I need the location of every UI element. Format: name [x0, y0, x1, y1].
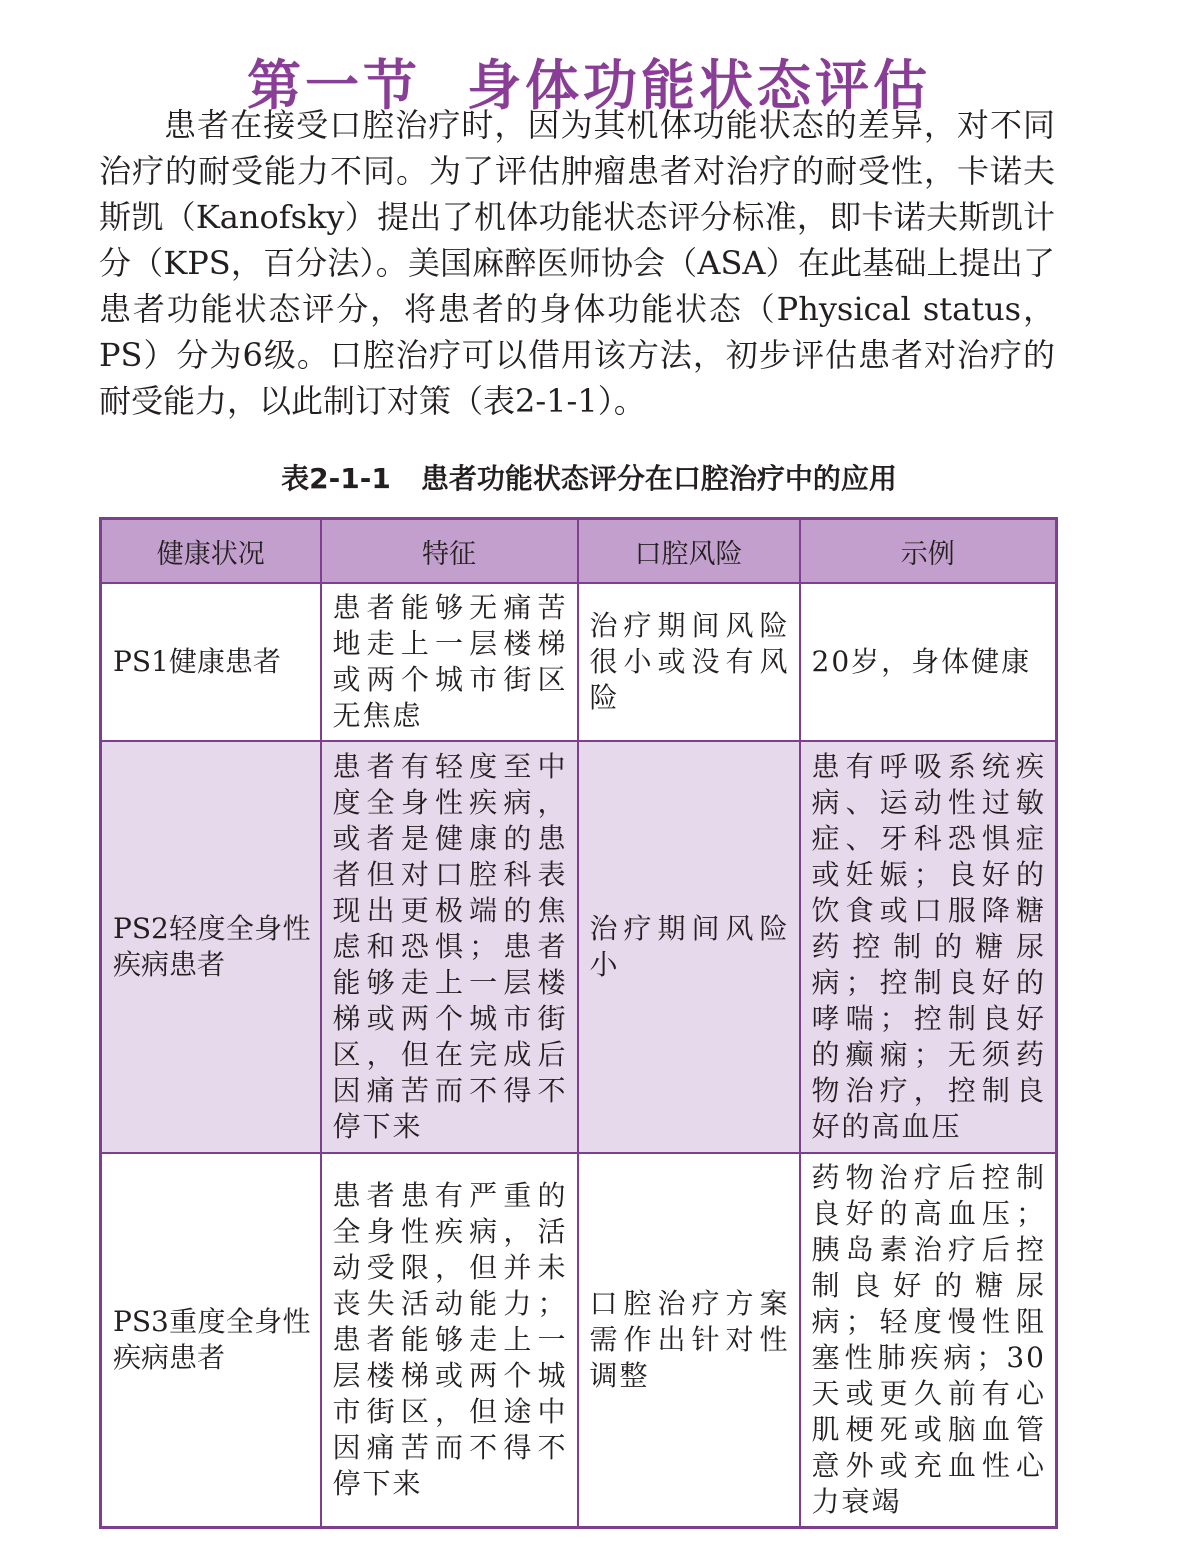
table-row-ps3 — [101, 1153, 1057, 1528]
cell-status: PS3重度全身性疾病患者 — [101, 1153, 321, 1528]
cell-risk: 治疗期间风险很小或没有风险 — [578, 583, 800, 741]
table-caption — [0, 455, 1178, 503]
intro-paragraph — [99, 102, 1055, 424]
header-health-status: 健康状况 — [101, 519, 321, 584]
cell-example: 药物治疗后控制良好的高血压；胰岛素治疗后控制良好的糖尿病；轻度慢性阻塞性肺疾病；30天或更久前有心肌梗死或脑血管意外或充血性心力衰竭 — [800, 1153, 1057, 1528]
table-caption-title: 患者功能状态评分在口腔治疗中的应用 — [420, 462, 897, 495]
header-feature: 特征 — [321, 519, 578, 584]
table-row-ps1 — [101, 583, 1057, 741]
cell-feature: 患者有轻度至中度全身性疾病，或者是健康的患者但对口腔科表现出更极端的焦虑和恐惧；患者能够走上一层楼梯或两个城市街区，但在完成后因痛苦而不得不停下来 — [321, 741, 578, 1153]
intro-paragraph-text: 患者在接受口腔治疗时，因为其机体功能状态的差异，对不同治疗的耐受能力不同。为了评估肿瘤患者对治疗的耐受性，卡诺夫斯凯（Kanofsky）提出了机体功能状态评分标准，即卡诺夫斯凯计分（KPS，百分法）。美国麻醉医师协会（ASA）在此基础上提出了患者功能状态评分，将患者的身体功能状态（Physical status，PS）分为6级。口腔治疗可以借用该方法，初步评估患者对治疗的耐受能力，以此制订对策（表2-1-1）。 — [99, 106, 1055, 420]
ps-status-table — [99, 517, 1058, 1529]
header-example: 示例 — [800, 519, 1057, 584]
cell-example: 患有呼吸系统疾病、运动性过敏症、牙科恐惧症或妊娠；良好的饮食或口服降糖药控制的糖尿病；控制良好的哮喘；控制良好的癫痫；无须药物治疗，控制良好的高血压 — [800, 741, 1057, 1153]
cell-example: 20岁，身体健康 — [800, 583, 1057, 741]
table-header-row — [101, 519, 1057, 584]
cell-status: PS2轻度全身性疾病患者 — [101, 741, 321, 1153]
cell-risk: 治疗期间风险小 — [578, 741, 800, 1153]
header-oral-risk: 口腔风险 — [578, 519, 800, 584]
section-number: 第一节 — [247, 53, 421, 118]
cell-risk: 口腔治疗方案需作出针对性调整 — [578, 1153, 800, 1528]
section-heading: 身体功能状态评估 — [467, 53, 931, 118]
table-caption-number: 表2-1-1 — [281, 462, 391, 495]
cell-status: PS1健康患者 — [101, 583, 321, 741]
cell-feature: 患者能够无痛苦地走上一层楼梯或两个城市街区无焦虑 — [321, 583, 578, 741]
cell-feature: 患者患有严重的全身性疾病，活动受限，但并未丧失活动能力；患者能够走上一层楼梯或两个城市街区，但途中因痛苦而不得不停下来 — [321, 1153, 578, 1528]
table-row-ps2 — [101, 741, 1057, 1153]
